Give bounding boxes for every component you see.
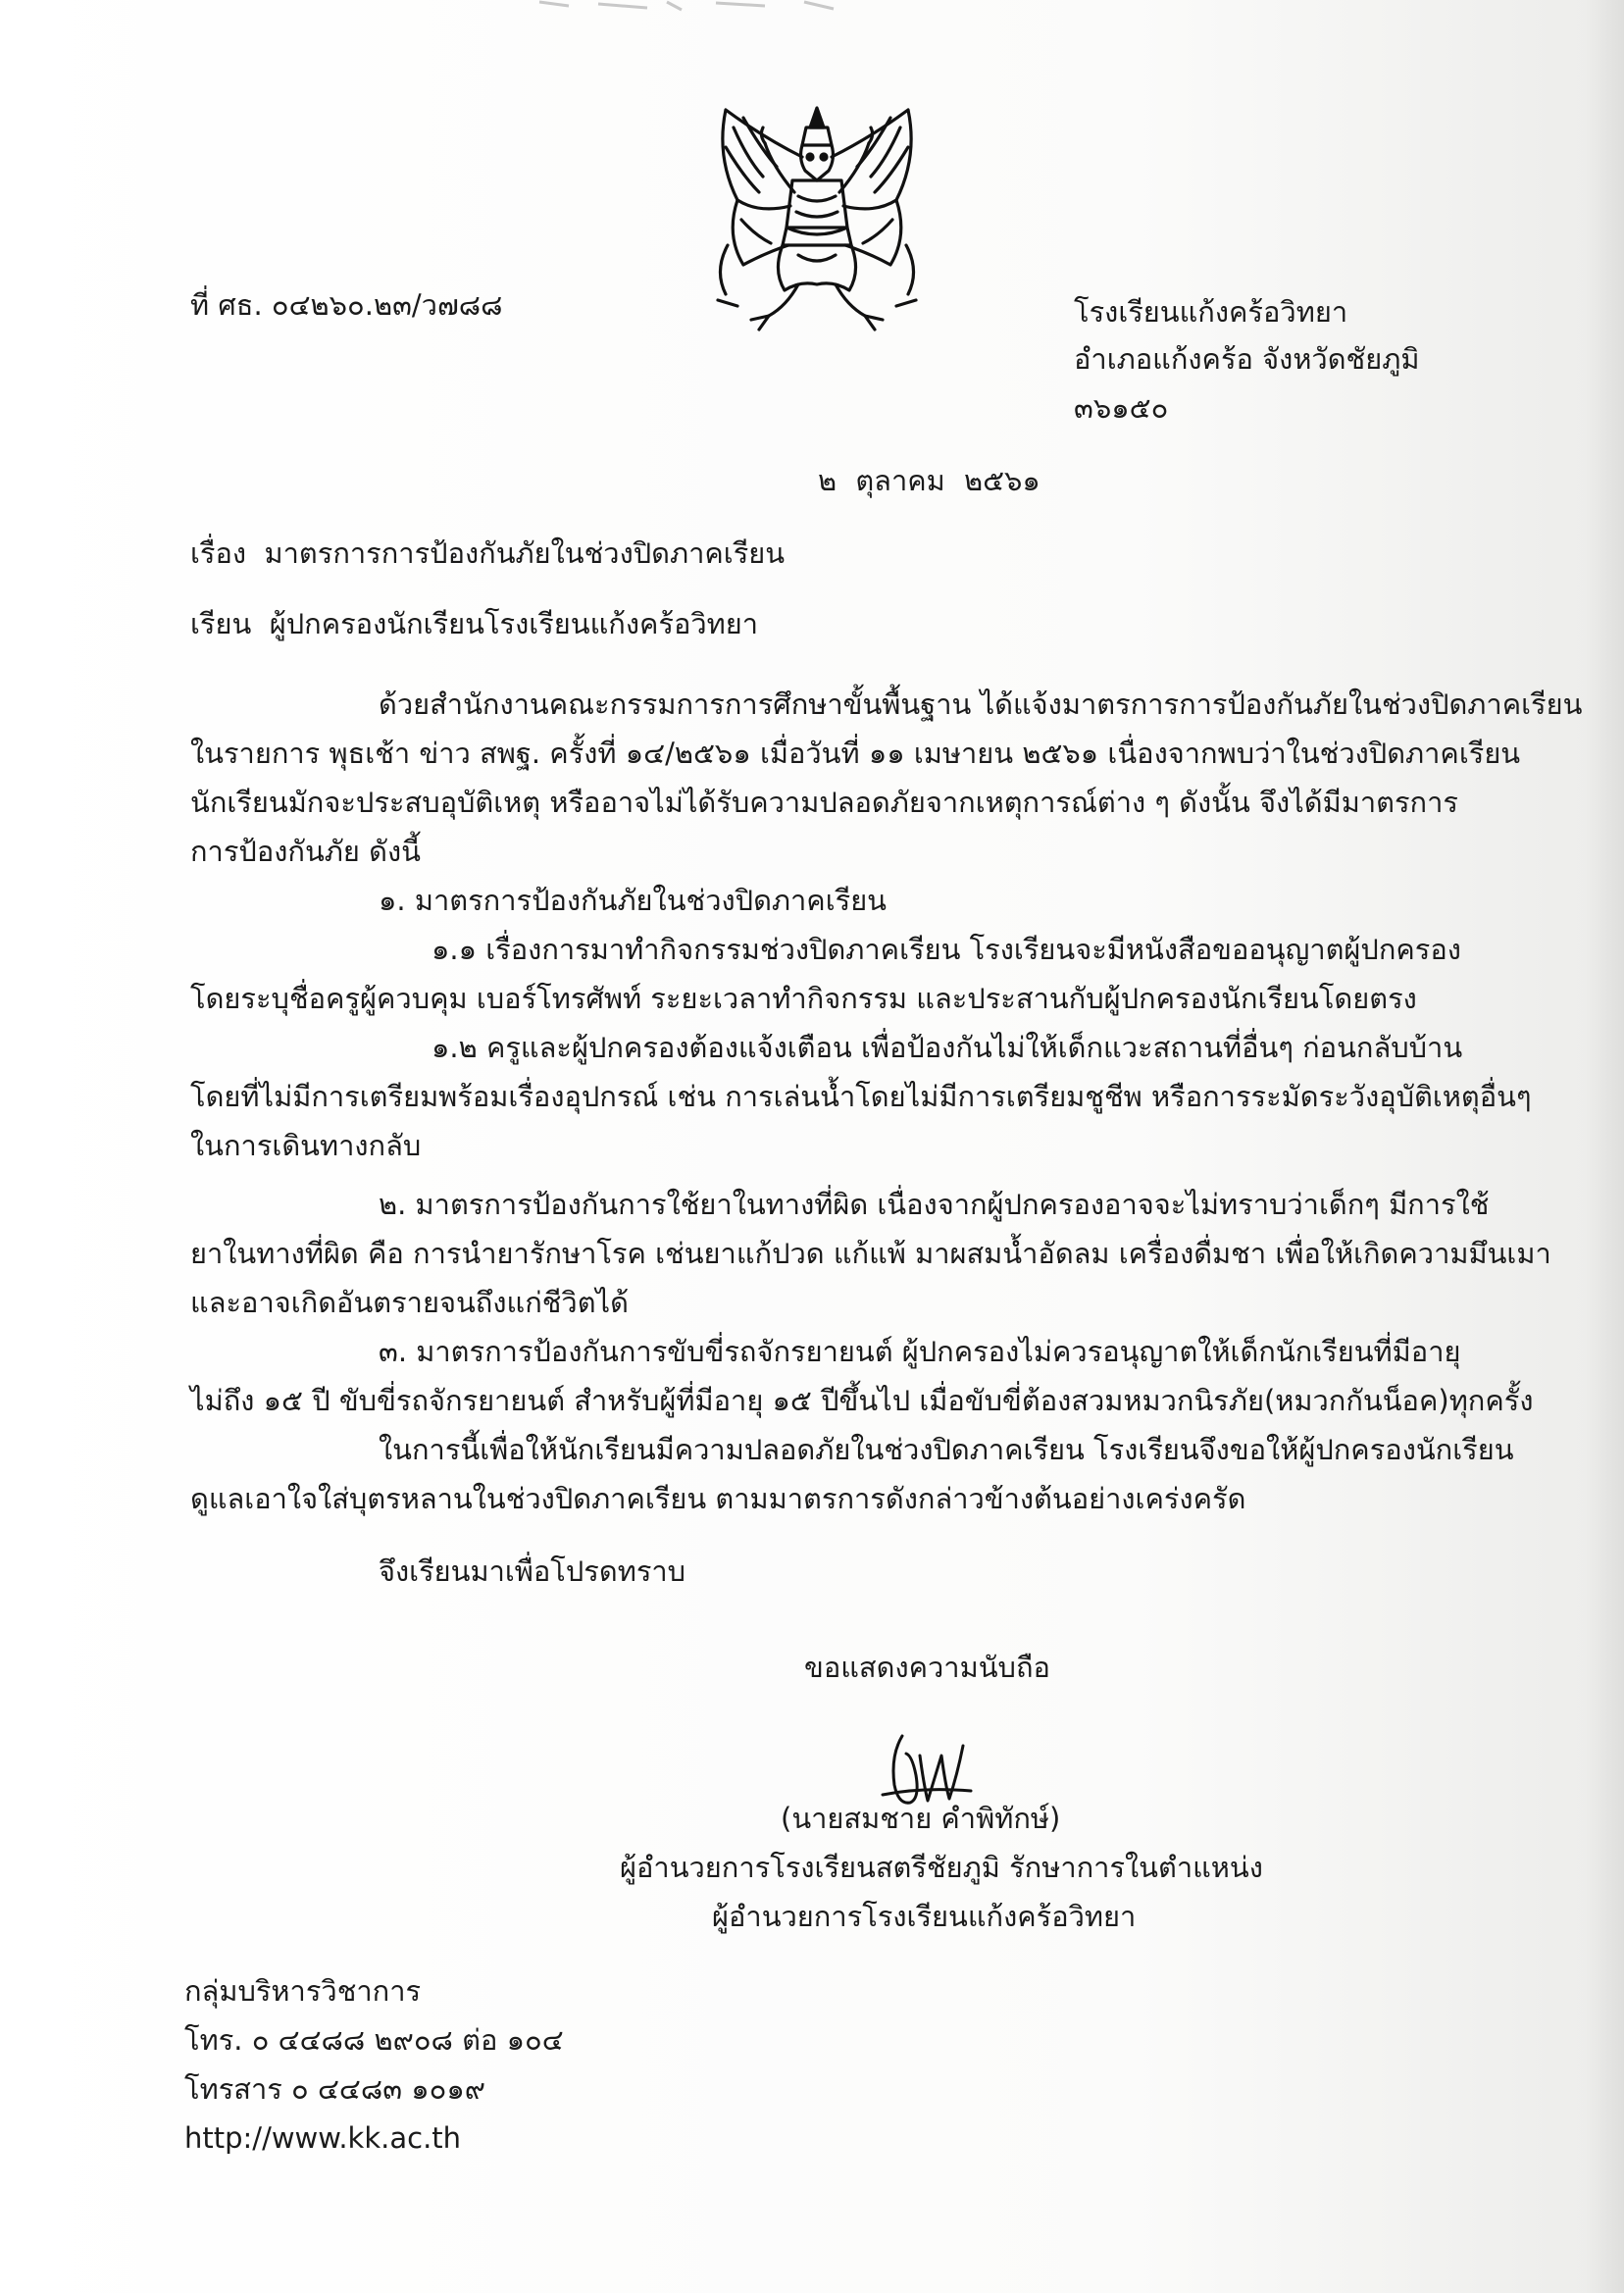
item1-2-line: ๑.๒ ครูและผู้ปกครองต้องแจ้งเตือน เพื่อป้องกันไม่ให้เด็กแวะสถานที่อื่นๆ ก่อนกลับบ้าน: [431, 1031, 1463, 1064]
recipient-line: [190, 600, 758, 648]
intro-line: ในรายการ พุธเช้า ข่าว สพฐ. ครั้งที่ ๑๔/๒๕๖๑ เมื่อวันที่ ๑๑ เมษายน ๒๕๖๑ เนื่องจากพบว่าในช่วงปิดภาคเรียน: [190, 737, 1521, 770]
item2-line: ๒. มาตรการป้องกันการใช้ยาในทางที่ผิด เนื่องจากผู้ปกครองอาจจะไม่ทราบว่าเด็กๆ มีการใช้: [379, 1188, 1490, 1221]
subject-line: [190, 530, 785, 578]
recipient-text: ผู้ปกครองนักเรียนโรงเรียนแก้งคร้อวิทยา: [269, 607, 759, 640]
reference-number: ที่ ศธ. ๐๔๒๖๐.๒๓/ว๗๘๘: [190, 288, 503, 322]
school-district: อำเภอแก้งคร้อ จังหวัดชัยภูมิ: [1074, 342, 1420, 376]
item1-2-line: โดยที่ไม่มีการเตรียมพร้อมเรื่องอุปกรณ์ เช่น การเล่นน้ำโดยไม่มีการเตรียมชูชีพ หรือการระมัดระวังอุบัติเหตุอื่นๆ: [190, 1080, 1532, 1113]
footer-phone: โทร. ๐ ๔๔๘๘ ๒๙๐๘ ต่อ ๑๐๔: [184, 2023, 564, 2057]
subject-text: มาตรการการป้องกันภัยในช่วงปิดภาคเรียน: [264, 536, 786, 570]
intro-line: การป้องกันภัย ดังนี้: [190, 835, 421, 868]
footer-fax: โทรสาร ๐ ๔๔๘๓ ๑๐๑๙: [184, 2072, 486, 2106]
page-edge-shadow: [1585, 0, 1624, 2293]
item1-2-line: ในการเดินทางกลับ: [190, 1129, 422, 1162]
school-name: โรงเรียนแก้งคร้อวิทยา: [1074, 295, 1348, 329]
item2-line: และอาจเกิดอันตรายจนถึงแก่ชีวิตได้: [190, 1286, 629, 1319]
salutation: ขอแสดงความนับถือ: [804, 1651, 1050, 1684]
intro-line: ด้วยสำนักงานคณะกรรมการการศึกษาขั้นพื้นฐาน ได้แจ้งมาตรการการป้องกันภัยในช่วงปิดภาคเรียน: [379, 688, 1583, 721]
conclusion-line: ในการนี้เพื่อให้นักเรียนมีความปลอดภัยในช่วงปิดภาคเรียน โรงเรียนจึงขอให้ผู้ปกครองนักเรียน: [379, 1433, 1514, 1466]
subject-label: เรื่อง: [190, 536, 247, 570]
conclusion-line: ดูแลเอาใจใส่บุตรหลานในช่วงปิดภาคเรียน ตามมาตรการดังกล่าวข้างต้นอย่างเคร่งครัด: [190, 1482, 1246, 1515]
signatory-name: (นายสมชาย คำพิทักษ์): [781, 1802, 1061, 1835]
item3-line: ๓. มาตรการป้องกันการขับขี่รถจักรยายนต์ ผู้ปกครองไม่ควรอนุญาตให้เด็กนักเรียนที่มีอายุ: [379, 1335, 1461, 1368]
footer-website-link[interactable]: http://www.kk.ac.th: [184, 2121, 462, 2155]
footer-department: กลุ่มบริหารวิชาการ: [184, 1974, 422, 2008]
intro-line: นักเรียนมักจะประสบอุบัติเหตุ หรืออาจไม่ได้รับความปลอดภัยจากเหตุการณ์ต่าง ๆ ดังนั้น จึงได้มีมาตรการ: [190, 786, 1458, 819]
item1-heading: ๑. มาตรการป้องกันภัยในช่วงปิดภาคเรียน: [379, 884, 888, 917]
scan-bleed-marks: [510, 0, 922, 39]
signatory-position: ผู้อำนวยการโรงเรียนสตรีชัยภูมิ รักษาการในตำแหน่ง: [620, 1851, 1263, 1884]
item1-1-line: โดยระบุชื่อครูผู้ควบคุม เบอร์โทรศัพท์ ระยะเวลาทำกิจกรรม และประสานกับผู้ปกครองนักเรียนโดยตรง: [190, 982, 1417, 1015]
signatory-position: ผู้อำนวยการโรงเรียนแก้งคร้อวิทยา: [712, 1900, 1137, 1933]
garuda-emblem-icon: [704, 98, 930, 333]
letter-date: ๒ ตุลาคม ๒๕๖๑: [818, 464, 1040, 497]
item2-line: ยาในทางที่ผิด คือ การนำยารักษาโรค เช่นยาแก้ปวด แก้แพ้ มาผสมน้ำอัดลม เครื่องดื่มชา เพื่อให้เกิดความมึนเมา: [190, 1237, 1551, 1270]
recipient-label: เรียน: [190, 607, 252, 640]
closing-phrase: จึงเรียนมาเพื่อโปรดทราบ: [379, 1554, 686, 1588]
item1-1-line: ๑.๑ เรื่องการมาทำกิจกรรมช่วงปิดภาคเรียน โรงเรียนจะมีหนังสือขออนุญาตผู้ปกครอง: [431, 933, 1461, 966]
postal-code: ๓๖๑๕๐: [1074, 391, 1169, 425]
item3-line: ไม่ถึง ๑๕ ปี ขับขี่รถจักรยายนต์ สำหรับผู้ที่มีอายุ ๑๕ ปีขึ้นไป เมื่อขับขี่ต้องสวมหมวกนิรภัย(หมวกกันน็อค)ทุกครั้ง: [190, 1384, 1534, 1417]
